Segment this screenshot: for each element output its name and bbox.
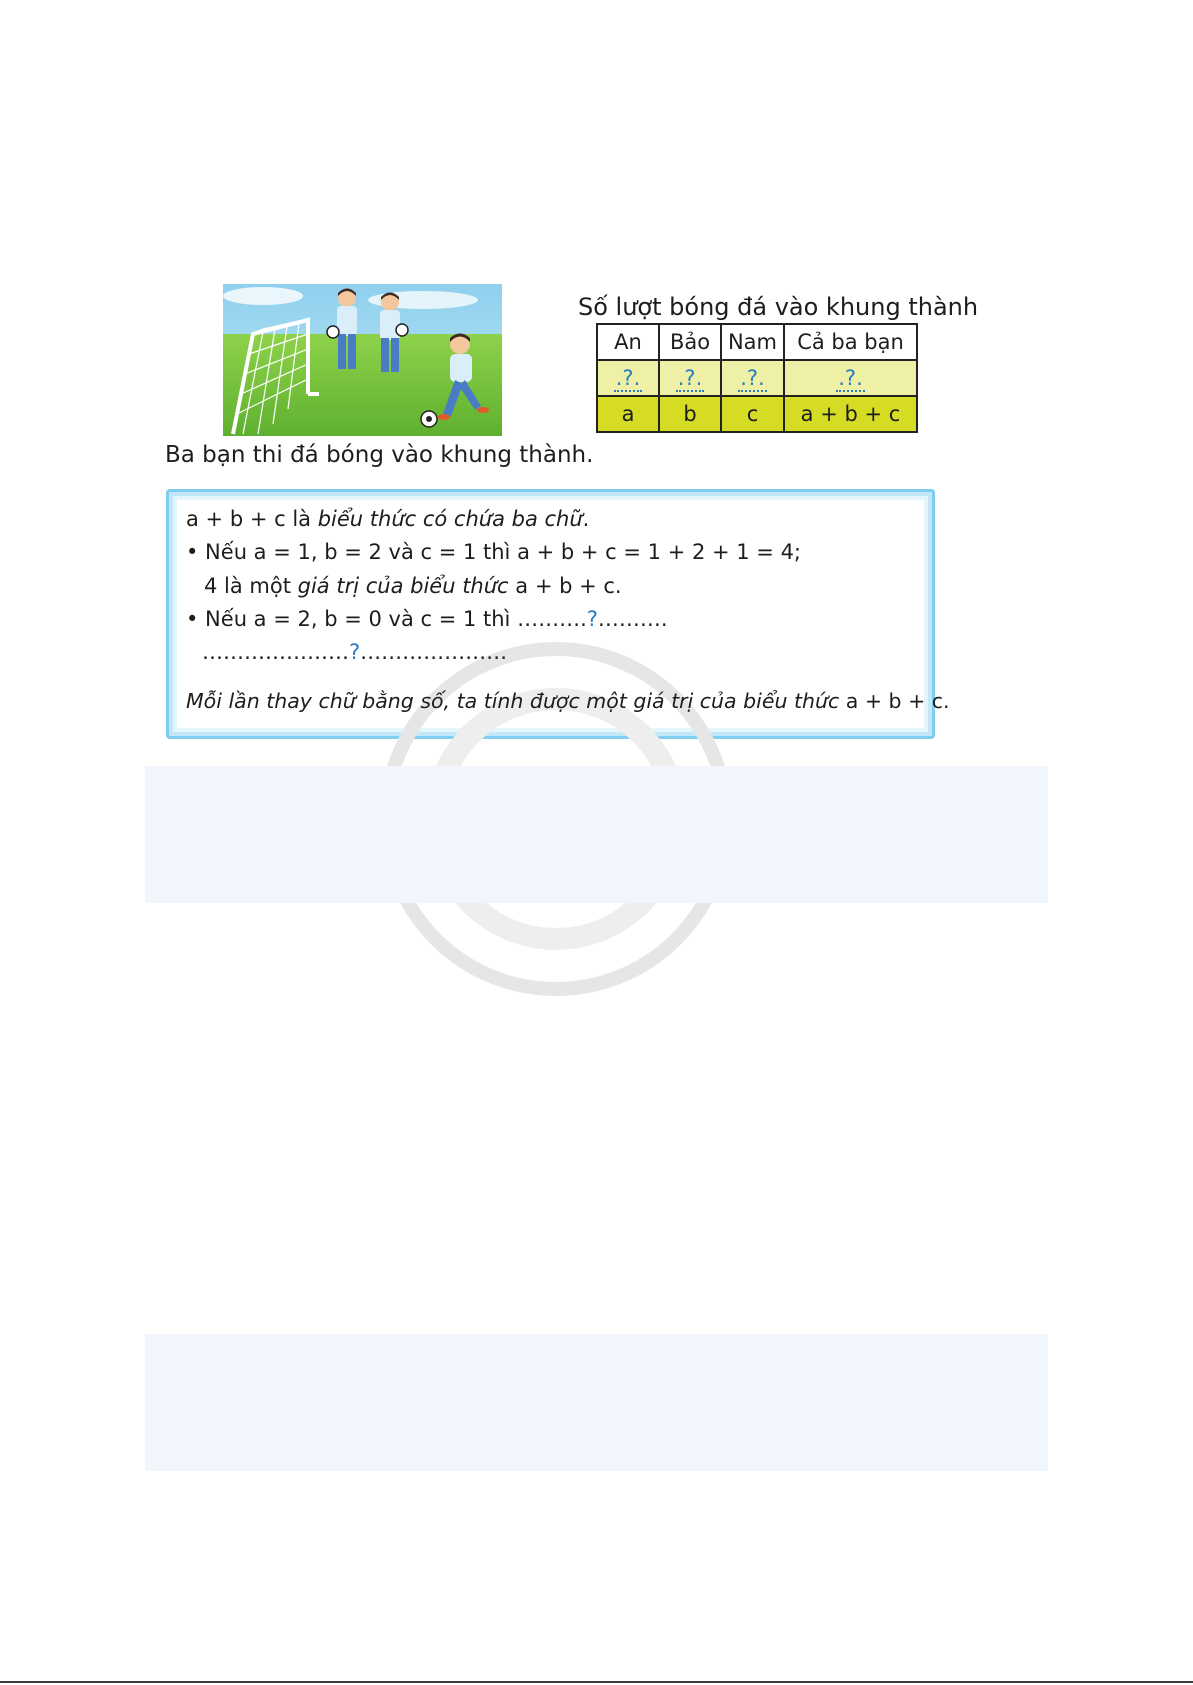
header-cell-bao: Bảo [659,324,721,360]
illustration-caption: Ba bạn thi đá bóng vào khung thành. [165,442,594,468]
header-cell-an: An [597,324,659,360]
concept-line-1: a + b + c là biểu thức có chứa ba chữ. [186,507,590,531]
variable-cell: a [597,396,659,432]
page-bottom-rule [0,1681,1193,1683]
unknown-cell: .?. [721,360,784,396]
concept-line-3: 4 là một giá trị của biểu thức a + b + c. [204,574,622,598]
variable-cell: a + b + c [784,396,917,432]
variable-cell: c [721,396,784,432]
concept-line-6: Mỗi lần thay chữ bằng số, ta tính được một giá trị của biểu thức a + b + c. [186,689,950,713]
header-cell-ca-ba-ban: Cả ba bạn [784,324,917,360]
concept-line-2: • Nếu a = 1, b = 2 và c = 1 thì a + b + c = 1 + 2 + 1 = 4; [186,540,802,564]
score-table [596,323,918,433]
concept-line-5: …………………?………………… [202,640,508,664]
concept-line-4: • Nếu a = 2, b = 0 và c = 1 thì ……….?………. [186,607,668,631]
concept-box [166,489,950,739]
unknown-cell: .?. [659,360,721,396]
answer-panel-2[interactable] [145,1334,1048,1471]
table-variable-row [597,396,917,432]
variable-cell: b [659,396,721,432]
children-playing-football-illustration [223,284,502,436]
table-title: Số lượt bóng đá vào khung thành [578,293,979,321]
unknown-cell: .?. [784,360,917,396]
unknown-cell: .?. [597,360,659,396]
table-unknown-row [597,360,917,396]
answer-panel-1[interactable] [145,766,1048,903]
header-cell-nam: Nam [721,324,784,360]
table-header-row [597,324,917,360]
